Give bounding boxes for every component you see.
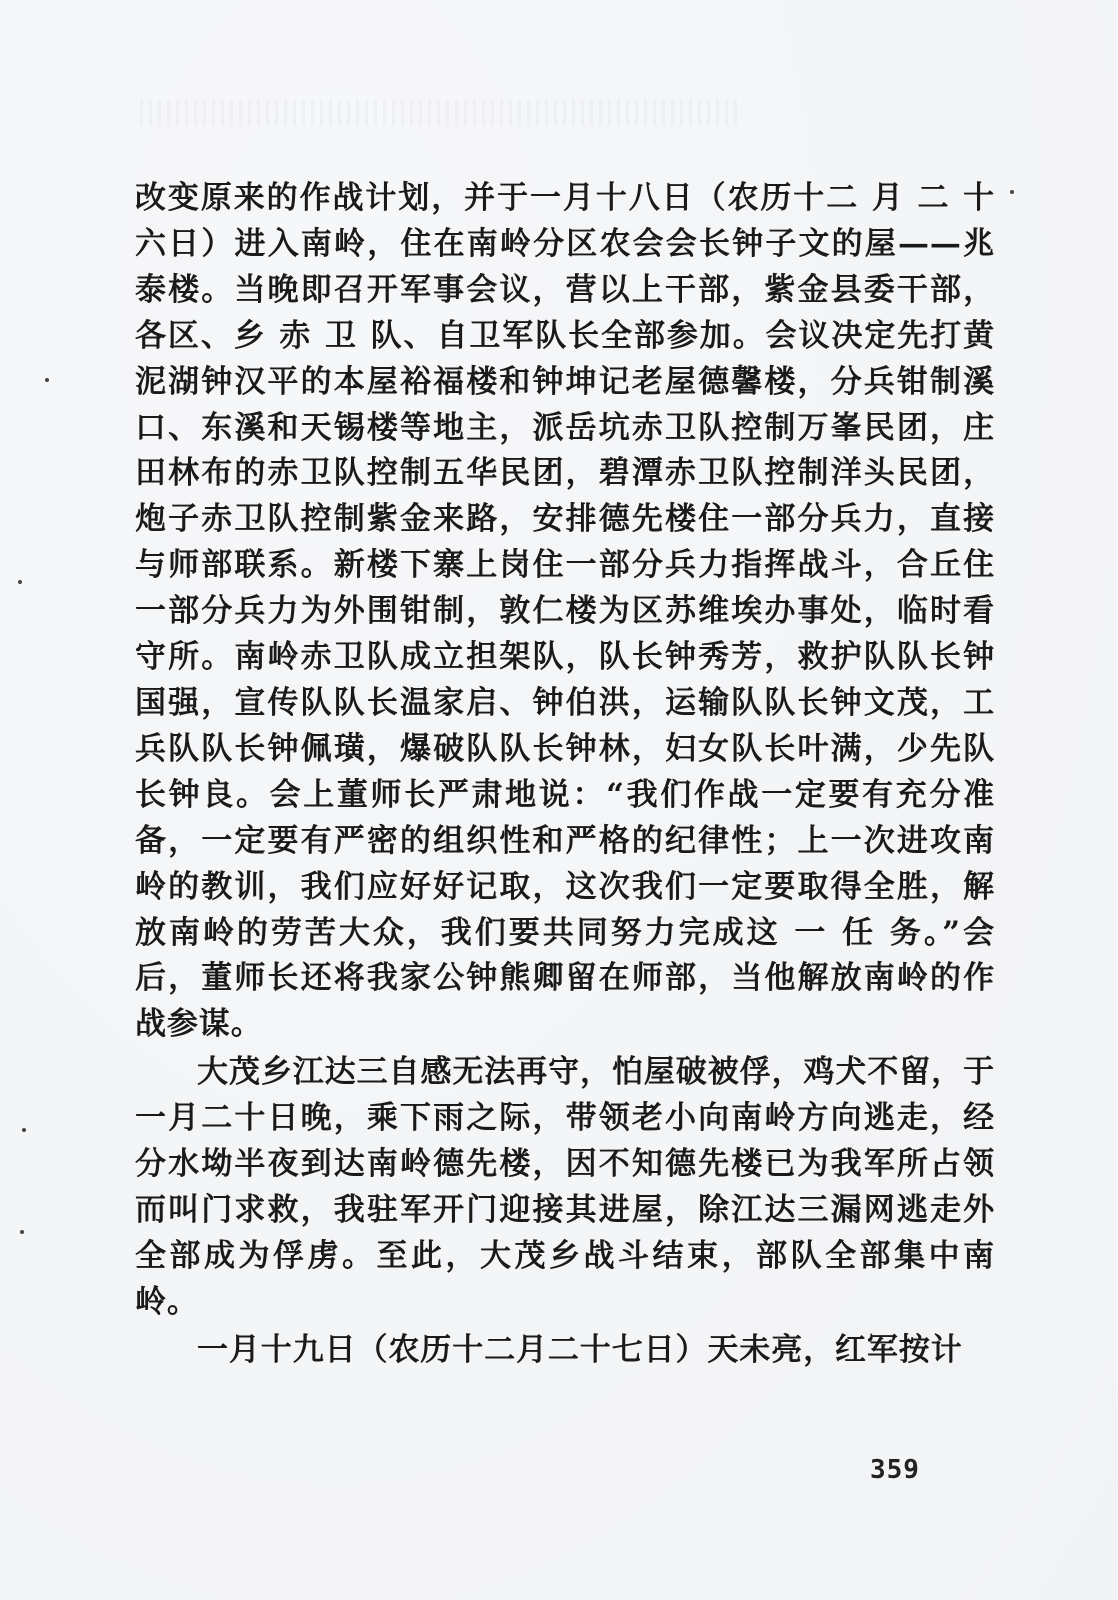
scan-speck: [22, 1128, 26, 1132]
scan-speck: [20, 1230, 24, 1234]
scan-speck: [18, 580, 22, 584]
scan-speck: [1010, 190, 1014, 194]
page-number: 359: [870, 1455, 920, 1485]
paragraph: 改变原来的作战计划，并于一月十八日（农历十二 月 二 十六日）进入南岭，住在南岭分区农会会长钟子文的屋——兆泰楼。当晚即召开军事会议，营以上干部，紫金县委干部，各区、乡 赤 卫 队、自卫军队长全部参加。会议决定先打黄泥湖钟汉平的本屋裕福楼和钟坤记老屋德馨楼，分兵钳制溪口、东溪和天锡楼等地主，派岳坑赤卫队控制万峯民团，庄田林布的赤卫队控制五华民团，碧潭赤卫队控制洋头民团，炮子赤卫队控制紫金来路，安排德先楼住一部分兵力，直接与师部联系。新楼下寨上岗住一部分兵力指挥战斗，合丘住一部分兵力为外围钳制，敦仁楼为区苏维埃办事处，临时看守所。南岭赤卫队成立担架队，队长钟秀芳，救护队队长钟国强，宣传队队长温家启、钟伯洪，运输队队长钟文茂，工兵队队长钟佩璜，爆破队队长钟林，妇女队长叶满，少先队长钟良。会上董师长严肃地说：“我们作战一定要有充分准备，一定要有严密的组织性和严格的纪律性；上一次进攻南岭的教训，我们应好好记取，这次我们一定要取得全胜，解放南岭的劳苦大众，我们要共同努力完成这 一 任 务。”会后，董师长还将我家公钟熊卿留在师部，当他解放南岭的作战参谋。: [135, 180, 995, 1043]
body-text: [135, 176, 995, 1374]
paragraph: 一月十九日（农历十二月二十七日）天未亮，红军按计: [197, 1331, 963, 1368]
scan-speck: [45, 378, 49, 382]
paragraph: 大茂乡江达三自感无法再守，怕屋破被俘，鸡犬不留，于一月二十日晚，乘下雨之际，带领老小向南岭方向逃走，经分水坳半夜到达南岭德先楼，因不知德先楼已为我军所占领而叫门求救，我驻军开门迎接其进屋，除江达三漏网逃走外全部成为俘虏。至此，大茂乡战斗结束，部队全部集中南岭。: [135, 1054, 995, 1320]
scan-artifact: [140, 100, 740, 126]
